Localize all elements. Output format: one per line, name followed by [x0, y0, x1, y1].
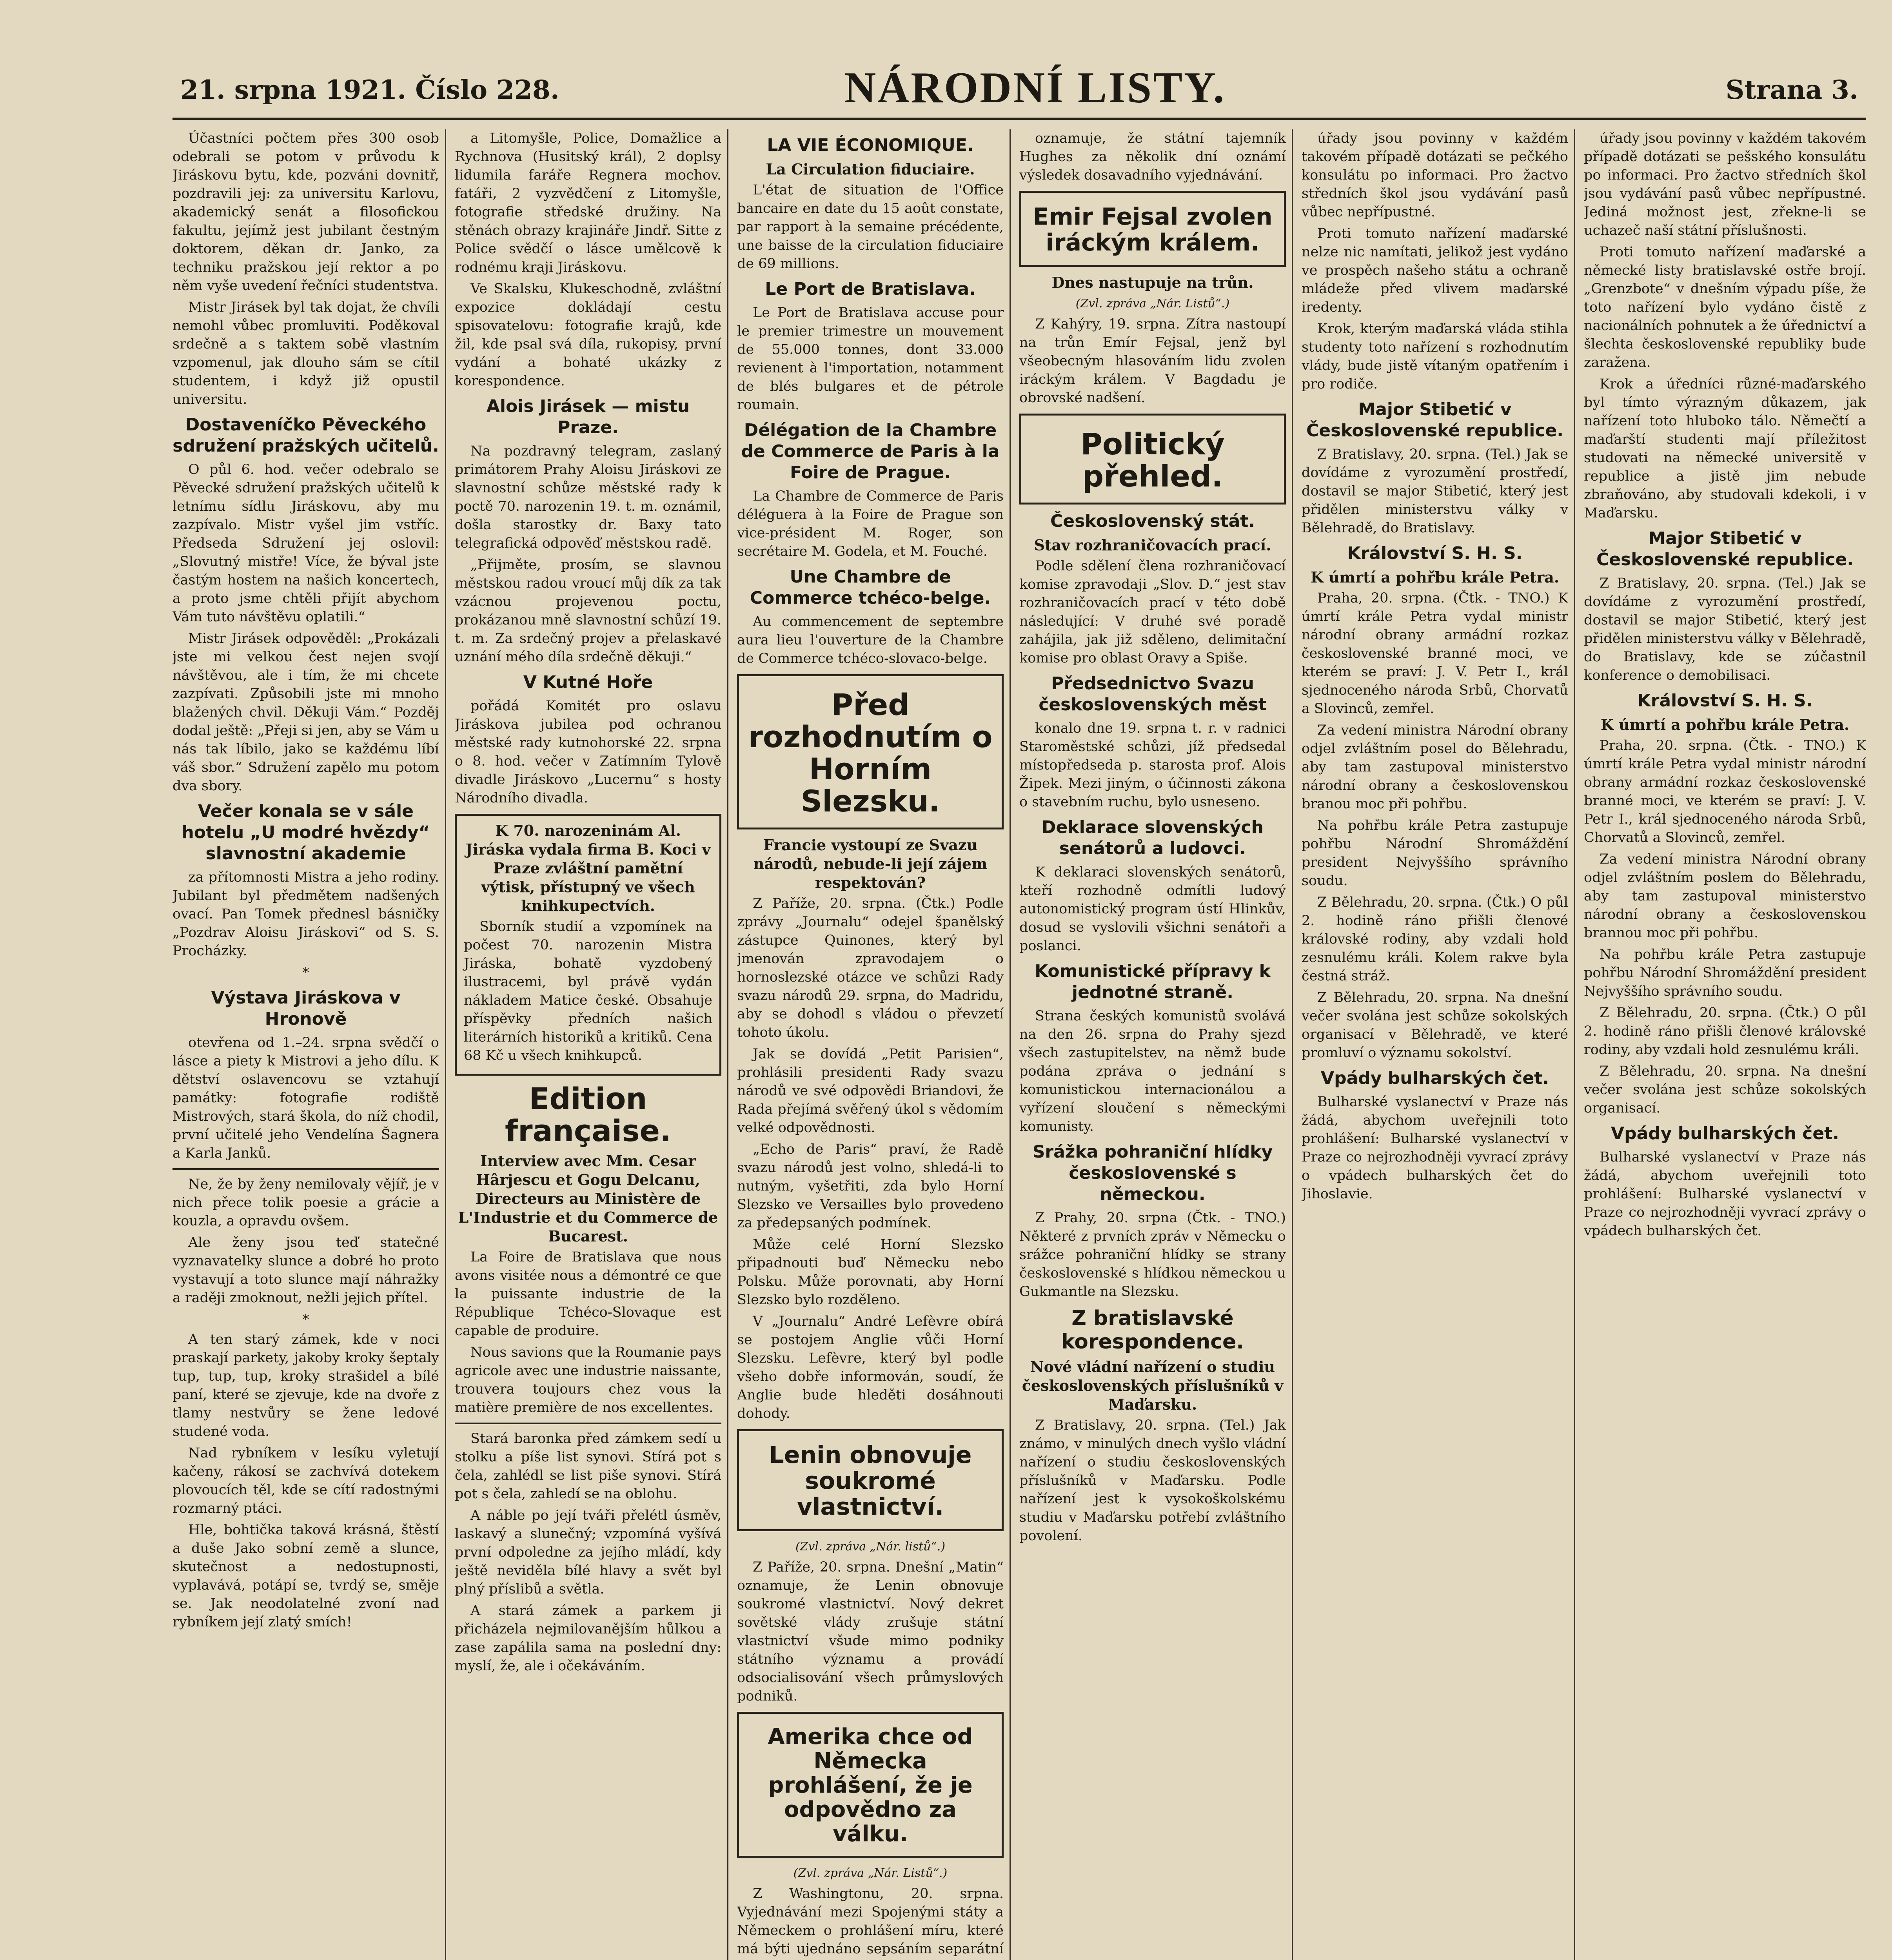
article-paragraph: A stará zámek a parkem ji přicházela nejmilovanějším hůlkou a zase zapálila sama na poslední dny: myslí, že, ale i očekáváním. — [455, 1603, 721, 1674]
article-subheading: K úmrtí a pohřbu krále Petra. — [1310, 568, 1560, 586]
article-paragraph: Na pohřbu krále Petra zastupuje pohřbu Národní Shromáždění president Nejvyššího správního soudu. — [1584, 947, 1866, 999]
headline-box — [737, 1429, 1004, 1531]
article-paragraph: Z Bělehradu, 20. srpna. Na dnešní večer svolána jest schůze sokolských organisací v Bělehradě, ve které promluví o významu sokolství. — [1302, 990, 1568, 1061]
article-paragraph: Ve Skalsku, Klukeschodně, zvláštní expozice dokládají cestu spisovatelovu: fotografie krajů, kde žil, kde psal svá díla, rukopisy, první vydání a bohaté ukázky z korespondence. — [455, 281, 721, 389]
article-paragraph: Za vedení ministra Národní obrany odjel zvláštním poslem do Bělehradu, aby tam zastupoval ministerstvo národní obrany a československou brannou moc při pohřbu. — [1584, 851, 1866, 941]
article-heading: Komunistické přípravy k jednotné straně. — [1035, 961, 1271, 1002]
headline-box — [1019, 414, 1286, 505]
article-paragraph: Krok a úředníci různé-maďarského byl tímto výrazným důkazem, jak nařízení toto hluboko tálo. Němečtí a maďarští studenti mají příležitost studovati na německé universitě v republice a jistě jim nebude zbraňováno, aby studovali kdekoli, i v Maďarsku. — [1584, 376, 1866, 521]
article-paragraph: Hle, bohtička taková krásná, štěstí a duše Jako sobní země a slunce, skutečnost a nedostupnosti, vyplavává, potápí se, tvrdý se, směje se. Jak neodolatelné zvoní nad rybníkem její zlatý smích! — [172, 1522, 439, 1630]
article-paragraph: Mistr Jirásek byl tak dojat, že chvíli nemohl vůbec promluviti. Poděkoval srdečně a s taktem sobě vlastním vzpomenul, jak dlouho sám se cítil studentem, i když již opustil universitu. — [172, 299, 439, 407]
article-paragraph: Jak se dovídá „Petit Parisien“, prohlásili presidenti Rady svazu národů ve své odpovědi Briandovi, že Rada přejímá svěřený úkol s vědomím velké odpovědnosti. — [737, 1046, 1004, 1136]
article-paragraph: A náble po její tváři přelétl úsměv, laskavý a slunečný; vzpomíná vyšívá první odpoledne za jejího mládí, kdy ještě neviděla bílé hlavy a svět byl plný příslibů a světla. — [455, 1508, 721, 1597]
article-paragraph: Z Bělehradu, 20. srpna. (Čtk.) O půl 2. hodině ráno přišli členové královské rodiny, aby vzdali hold zesnulému králi. — [1584, 1005, 1866, 1058]
article-paragraph: La Foire de Bratislava que nous avons visitée nous a démontré ce que la puissante industrie de la République Tchéco-Slovaque est capable de produire. — [455, 1249, 721, 1339]
article-source: (Zvl. zpráva „Nár. listů“.) — [795, 1540, 946, 1553]
article-paragraph: konalo dne 19. srpna t. r. v radnici Staroměstské schůzi, jíž předsedal místopředseda p. starosta prof. Alois Žipek. Mezi jiným, o účinnosti zákona o stavebním ruchu, bylo usneseno. — [1019, 720, 1286, 810]
article-paragraph: Z Bratislavy, 20. srpna. (Tel.) Jak se dovídáme z vyrozumění prostředí, dostavil se major Stibetić, který jest přidělen ministerstvu války v Bělehradě, do Bratislavy. — [1302, 446, 1568, 536]
column-separator — [1292, 129, 1293, 1960]
column-3 — [737, 129, 1004, 1960]
article-subheading: Stav rozhraničovacích prací. — [1034, 536, 1271, 554]
article-subheading: K úmrtí a pohřbu krále Petra. — [1600, 716, 1850, 733]
article-paragraph: oznamuje, že státní tajemník Hughes za několik dní oznámí výsledek dosavadního vyjednávání. — [1019, 131, 1286, 183]
column-4 — [1019, 129, 1286, 1960]
article-paragraph: Může celé Horní Slezsko připadnouti buď Německu nebo Polsku. Může porovnati, aby Horní Slezsko bylo rozděleno. — [737, 1237, 1004, 1308]
column-separator — [445, 129, 446, 1960]
article-heading: Vpády bulharských čet. — [1611, 1123, 1839, 1143]
section-title: Edition française. — [505, 1081, 671, 1148]
article-paragraph: otevřena od 1.–24. srpna svědčí o lásce a piety k Mistrovi a jeho dílu. K dětství oslavencovu se vztahují památky: fotografie rodiště Mistrových, stará škola, do níž chodil, první učitelé jeho Vendelína Šagnera a Karla Janků. — [172, 1035, 439, 1161]
article-paragraph: úřady jsou povinny v každém takovém případě dotázati se pečkého konsulátu po informaci. Pro žactvo středních škol jsou vydávání pasů vůbec nepřípustné. — [1302, 131, 1568, 220]
masthead — [172, 59, 1866, 120]
issue-date: 21. srpna 1921. Číslo 228. — [180, 74, 559, 105]
article-paragraph: Na pozdravný telegram, zaslaný primátorem Prahy Aloisu Jiráskovi ze slavnostní schůze městské rady k poctě 70. narozenin 19. t. m. oznámil, došla starostky dr. Baxy tato telegrafická odpověď městskou radě. — [455, 443, 721, 551]
section-title: Politický přehled. — [1080, 426, 1225, 494]
article-paragraph: Bulharské vyslanectví v Praze nás žádá, abychom uveřejnili toto prohlášení: Bulharské vyslanectví v Praze co nejrozhodněji vyvrací zprávy o vpádech bulharských čet. — [1584, 1149, 1866, 1239]
article-paragraph: Ale ženy jsou teď statečné vyznavatelky slunce a dobré ho proto vystavují a toto slunce mají náhražky a raději zmoknout, nežli jejich přítel. — [172, 1235, 439, 1306]
article-paragraph: Za vedení ministra Národní obrany odjel zvláštním posel do Bělehradu, aby tam zastupoval ministerstvo národní obrany a československou branou moc při pohřbu. — [1302, 722, 1568, 812]
article-heading: Večer konala se v sále hotelu „U modré hvězdy“ slavnostní akademie — [182, 801, 430, 864]
article-paragraph: Z Bratislavy, 20. srpna. (Tel.) Jak se dovídáme z vyrozumění prostředí, dostavil se major Stibetić, který jest přidělen ministerstvu války v Bělehradě, do Bratislavy, kde se zúčastnil konference o demobilisaci. — [1584, 575, 1866, 683]
column-rule — [455, 1423, 721, 1424]
article-subheading: Nové vládní nařízení o studiu československých příslušníků v Maďarsku. — [1022, 1358, 1284, 1413]
article-subheading: La Circulation fiduciaire. — [766, 160, 975, 178]
article-paragraph: L'état de situation de l'Office bancaire en date du 15 août constate, par rapport à la semaine précédente, une baisse de la circulation fiduciaire de 69 millions. — [737, 182, 1004, 272]
column-separator — [727, 129, 728, 1960]
article-heading: Z bratislavské korespondence. — [1061, 1307, 1244, 1354]
article-paragraph: Z Washingtonu, 20. srpna. Vyjednávání mezi Spojenými státy a Německem o prohlášení míru, které má býti ujednáno sepsáním separátní — [737, 1886, 1004, 1957]
article-paragraph: Z Paříže, 20. srpna. (Čtk.) Podle zprávy „Journalu“ odejel španělský zástupce Quinones, který byl jmenován zpravodajem o hornoslezské otázce ve schůzi Rady svazu národů 29. srpna, do Madridu, aby se dohodl s vládou o převzetí tohoto úkolu. — [737, 896, 1004, 1040]
column-separator — [1574, 129, 1575, 1960]
article-paragraph: Krok, kterým maďarská vláda stihla studenty toto nařízení s rozhodnutím vlády, bude jistě vítaným opatřením i pro rodiče. — [1302, 321, 1568, 392]
article-heading: Alois Jirásek — mistu Praze. — [486, 396, 690, 437]
section-divider: * — [302, 965, 309, 980]
article-heading: Království S. H. S. — [1347, 543, 1523, 563]
article-paragraph: Au commencement de septembre aura lieu l'ouverture de la Chambre de Commerce tchéco-slovaco-belge. — [737, 614, 1004, 666]
article-paragraph: Praha, 20. srpna. (Čtk. - TNO.) K úmrtí krále Petra vydal ministr národní obrany armádní rozkaz československé branné moci, ve kterém se praví: J. V. Petr I., král sjednoceného národa Srbů, Chorvatů a Slovinců, zemřel. — [1584, 738, 1866, 846]
article-paragraph: Z Prahy, 20. srpna (Čtk. - TNO.) Některé z prvních zpráv v Německu o srážce pohraniční hlídky se strany československé s hlídkou německou u Gukmantle na Slezsku. — [1019, 1210, 1286, 1299]
column-5 — [1302, 129, 1568, 1960]
article-paragraph: V „Journalu“ André Lefèvre obírá se postojem Anglie vůči Horní Slezsku. Lefèvre, který byl podle všeho dobře informován, soudí, že Anglie bude hleděti dosáhnouti dohody. — [737, 1314, 1004, 1421]
article-heading: Vpády bulharských čet. — [1321, 1068, 1549, 1088]
column-separator — [1010, 129, 1011, 1960]
section-title: Před rozhodnutím o Horním Slezsku. — [748, 687, 993, 818]
article-paragraph: Z Bratislavy, 20. srpna. (Tel.) Jak známo, v minulých dnech vyšlo vládní nařízení o studiu československých příslušníků v Maďarsku. Podle nařízení jest k vysokoškolskému studiu v Maďarsku potřebí zvláštního povolení. — [1019, 1417, 1286, 1544]
article-paragraph: „Echo de Paris“ praví, že Radě svazu národů jest volno, shledá-li to nutným, vyšetřiti, zda bylo Horní Slezsko ve Versailles bylo provedeno za předepsaných podmínek. — [737, 1142, 1004, 1231]
article-subheading: Interview avec Mm. Cesar Hârjescu et Gogu Delcanu, Directeurs au Ministère de L'Industrie et du Commerce de Bucarest. — [458, 1152, 718, 1245]
article-heading: Dostaveníčko Pěveckého sdružení pražských učitelů. — [172, 415, 439, 456]
article-paragraph: La Chambre de Commerce de Paris déléguera à la Foire de Prague son vice-président M. Roger, son secrétaire M. Godela, et M. Fouché. — [737, 488, 1004, 559]
article-heading: Major Stibetić v Československé republice. — [1596, 528, 1854, 570]
article-paragraph: Proti tomuto nařízení maďarské nelze nic namítati, jelikož jest vydáno ve prospěch našeho státu a ochraně mládeže před vlivem maďarské iredenty. — [1302, 226, 1568, 315]
article-heading: Deklarace slovenských senátorů a ludovci. — [1042, 817, 1264, 858]
column-rule — [172, 1168, 439, 1170]
article-paragraph: a Litomyšle, Police, Domažlice a Rychnova (Husitský král), 2 doplsy lidumila faráře Regnera mochov. fatáři, 2 vyzvědčení z Litomyšle, fotografie středské družiny. Na stěnách obrazy krajináře Jindř. Sitte z Police svědčí o lásce umělcově k rodnému kraji Jiráskovu. — [455, 131, 721, 275]
article-paragraph: O půl 6. hod. večer odebralo se Pěvecké sdružení pražských učitelů k letnímu sídlu Jiráskovu, aby mu zazpívalo. Mistr vyšel jim vstříc. Předseda Sdružení jej oslovil: „Slovutný mistře! Více, že býval jste častým hostem na našich koncertech, a proto jsme chtěli přijít abychom Vám tuto návštěvu oplatili.“ — [172, 462, 439, 625]
article-heading: Emir Fejsal zvolen iráckým králem. — [1033, 203, 1273, 256]
article-paragraph: úřady jsou povinny v každém takovém případě dotázati se pešského konsulátu po informaci. Pro žactvo středních škol jsou vydávání pasů vůbec nepřípustné. Jediná možnost jest, zřekne-li se uchazeč naší státní příslušnosti. — [1584, 131, 1866, 238]
article-source: (Zvl. zpráva „Nár. Listů“.) — [793, 1866, 948, 1880]
section-divider: * — [302, 1312, 309, 1327]
article-paragraph: Z Paříže, 20. srpna. Dnešní „Matin“ oznamuje, že Lenin obnovuje soukromé vlastnictví. Nový dekret sovětské vlády zrušuje státní vlastnictví všude mimo podniky státního významu a provádí odsocialisování všech průmyslových podniků. — [737, 1559, 1004, 1704]
article-heading: Délégation de la Chambre de Commerce de Paris à la Foire de Prague. — [741, 420, 1000, 483]
article-paragraph: Z Kahýry, 19. srpna. Zítra nastoupí na trůn Emír Fejsal, jenž byl všeobecným hlasováním lidu zvolen iráckým králem. V Bagdadu je obrovské nadšení. — [1019, 316, 1286, 406]
page-number: Strana 3. — [1725, 74, 1858, 105]
article-heading: Předsednictvo Svazu československých měst — [1039, 673, 1267, 715]
column-2 — [455, 129, 721, 1960]
article-paragraph: K deklaraci slovenských senátorů, kteří rozhodně odmítli ludový autonomistický program ústí Hlinkův, dosud se vyslovili všichni senátoři a poslanci. — [1019, 864, 1286, 954]
article-heading: Království S. H. S. — [1637, 691, 1813, 711]
article-subheading: Francie vystoupí ze Svazu národů, nebude-li její zájem respektován? — [753, 836, 988, 891]
article-heading: Výstava Jiráskova v Hronově — [211, 988, 401, 1029]
article-heading: V Kutné Hoře — [523, 672, 653, 692]
article-paragraph: Praha, 20. srpna. (Čtk. - TNO.) K úmrtí krále Petra vydal ministr národní obrany armádní rozkaz československé branné moci, ve kterém se praví: J. V. Petr I., král sjednoceného národa Srbů, Chorvatů a Slovinců, zemřel. — [1302, 590, 1568, 717]
column-1 — [172, 129, 439, 1960]
article-paragraph: Na pohřbu krále Petra zastupuje pohřbu Národní Shromáždění president Nejvyššího správního soudu. — [1302, 818, 1568, 889]
article-paragraph: Z Bělehradu, 20. srpna. (Čtk.) O půl 2. hodině ráno přišli členové královské rodiny, aby vzdali hold zesnulému králi. Kolem rakve byla čestná stráž. — [1302, 895, 1568, 984]
article-paragraph: Podle sdělení člena rozhraničovací komise zpravodaji „Slov. D.“ jest stav rozhraničovacích prací v této době následující: V druhé své poradě zahájila, jak již sděleno, delimitační komise pro oblast Oravy a Spiše. — [1019, 558, 1286, 666]
article-paragraph: Proti tomuto nařízení maďarské a německé listy bratislavské ostře brojí. „Grenzbote“ v dnešním výpadu píše, že toto nařízení bylo vydáno čistě z nacionálních pohnutek a že úřednictví a šlechta československé republiky bude zaražena. — [1584, 244, 1866, 370]
article-paragraph: za přítomnosti Mistra a jeho rodiny. Jubilant byl předmětem nadšených ovací. Pan Tomek přednesl básničky „Pozdrav Aloisu Jiráskovi“ od S. S. Procházky. — [172, 869, 439, 959]
article-paragraph: Le Port de Bratislava accuse pour le premier trimestre un mouvement de 55.000 tonnes, dont 33.000 revienent à l'importation, notamment de blés bulgares et de pétrole roumain. — [737, 305, 1004, 413]
column-6 — [1584, 129, 1866, 1960]
article-paragraph: Strana českých komunistů svolává na den 26. srpna do Prahy sjezd všech zastupitelstev, na němž bude podána zpráva o jednání s komunistickou internacionálou a vyřízení sloučení s německými komunisty. — [1019, 1008, 1286, 1134]
article-paragraph: „Přijměte, prosím, se slavnou městskou radou vroucí můj dík za tak vzácnou projevenou poctu, prokázanou mně slavnostní schůzí 19. t. m. Za srdečný projev a přelaskavé uznání mého díla srdečně děkuji.“ — [455, 557, 721, 665]
newspaper-title: NÁRODNÍ LISTY. — [844, 64, 1226, 112]
article-heading: Le Port de Bratislava. — [765, 279, 976, 299]
article-heading: Lenin obnovuje soukromé vlastnictví. — [769, 1441, 972, 1521]
article-paragraph: Z Bělehradu, 20. srpna. Na dnešní večer svolána jest schůze sokolských organisací. — [1584, 1063, 1866, 1116]
article-paragraph: A ten starý zámek, kde v noci praskají parkety, jakoby kroky šeptaly tup, tup, tup, kroky strašidel a bílé paní, které se zjevuje, kde na dvoře z tlamy nestvůry se žene ledové studené voda. — [172, 1332, 439, 1439]
headline-box — [737, 1712, 1004, 1858]
article-paragraph: Účastníci počtem přes 300 osob odebrali se potom v průvodu k Jiráskovu bytu, kde, pozváni dovnitř, pozdravili jej: za universitu Karlovu, akademický senát a filosofickou fakultu, jejímž jest jubilant čestným doktorem, děkan dr. Janko, za techniku pražskou její rektor a po něm vyše uvedení řečníci studentstva. — [172, 131, 439, 294]
headline-box — [1019, 191, 1286, 267]
article-subheading: Dnes nastupuje na trůn. — [1051, 274, 1254, 291]
article-heading: Major Stibetić v Československé republice. — [1306, 399, 1564, 441]
notice-text: Sborník studií a vzpomínek na počest 70. narozenin Mistra Jiráska, bohatě vyzdobený ilustracemi, byl právě vydán nákladem Matice české. Obsahuje příspěvky předních našich literárních historiků a kritiků. Cena 68 Kč u všech knihkupců. — [464, 919, 712, 1063]
article-source: (Zvl. zpráva „Nár. Listů“.) — [1075, 297, 1230, 310]
article-paragraph: Nous savions que la Roumanie pays agricole avec une industrie naissante, trouvera toujours chez vous la matière première de nos excellentes. — [455, 1345, 721, 1416]
article-paragraph: Nad rybníkem v lesíku vyletují kačeny, rákosí se zachvívá dotekem plovoucích těl, kde se cítí radostnými rozmarný ptáci. — [172, 1445, 439, 1516]
notice-box — [455, 814, 721, 1076]
article-heading: Une Chambre de Commerce tchéco-belge. — [750, 567, 991, 608]
article-paragraph: pořádá Komitét pro oslavu Jiráskova jubilea pod ochranou městské rady kutnohorské 22. srpna o 8. hod. večer v Zatímním Tylově divadle Jiráskovo „Lucernu“ s hosty Národního divadla. — [455, 698, 721, 806]
article-paragraph: Ne, že by ženy nemilovaly vějíř, je v nich přece tolik poesie a grácie a kouzla, a opravdu ovšem. — [172, 1176, 439, 1229]
article-paragraph: Bulharské vyslanectví v Praze nás žádá, abychom uveřejnili toto prohlášení: Bulharské vyslanectví v Praze co nejrozhodněji vyvrací zprávy o vpádech bulharských čet do Jihoslavie. — [1302, 1094, 1568, 1202]
article-heading: Amerika chce od Německa prohlášení, že je odpovědno za válku. — [768, 1724, 973, 1847]
article-heading: Srážka pohraniční hlídky československé s německou. — [1032, 1142, 1273, 1204]
headline-box — [737, 674, 1004, 829]
article-heading: Československý stát. — [1050, 511, 1255, 531]
article-paragraph: Mistr Jirásek odpověděl: „Prokázali jste mi velkou čest nejen svojí návštěvou, ale i tím, že mi chcete zazpívati. Způsobili jste mi mnoho blažených chvil. Děkuji Vám.“ Pozděj dodal ještě: „Přeji si jen, aby se Vám u nás tak líbilo, jako se každému líbí váš sbor.“ Sdružení zapělo mu potom dva sbory. — [172, 631, 439, 794]
article-paragraph: Stará baronka před zámkem sedí u stolku a píše list synovi. Stírá pot s čela, zahlédl se list piše synovi. Stírá pot s čela, zahledí se na oblohu. — [455, 1431, 721, 1502]
article-heading: LA VIE ÉCONOMIQUE. — [767, 135, 974, 155]
notice-heading: K 70. narozeninám Al. Jiráska vydala firma B. Koci v Praze zvláštní pamětní výtisk, přístupný ve všech knihkupectvích. — [465, 822, 711, 915]
